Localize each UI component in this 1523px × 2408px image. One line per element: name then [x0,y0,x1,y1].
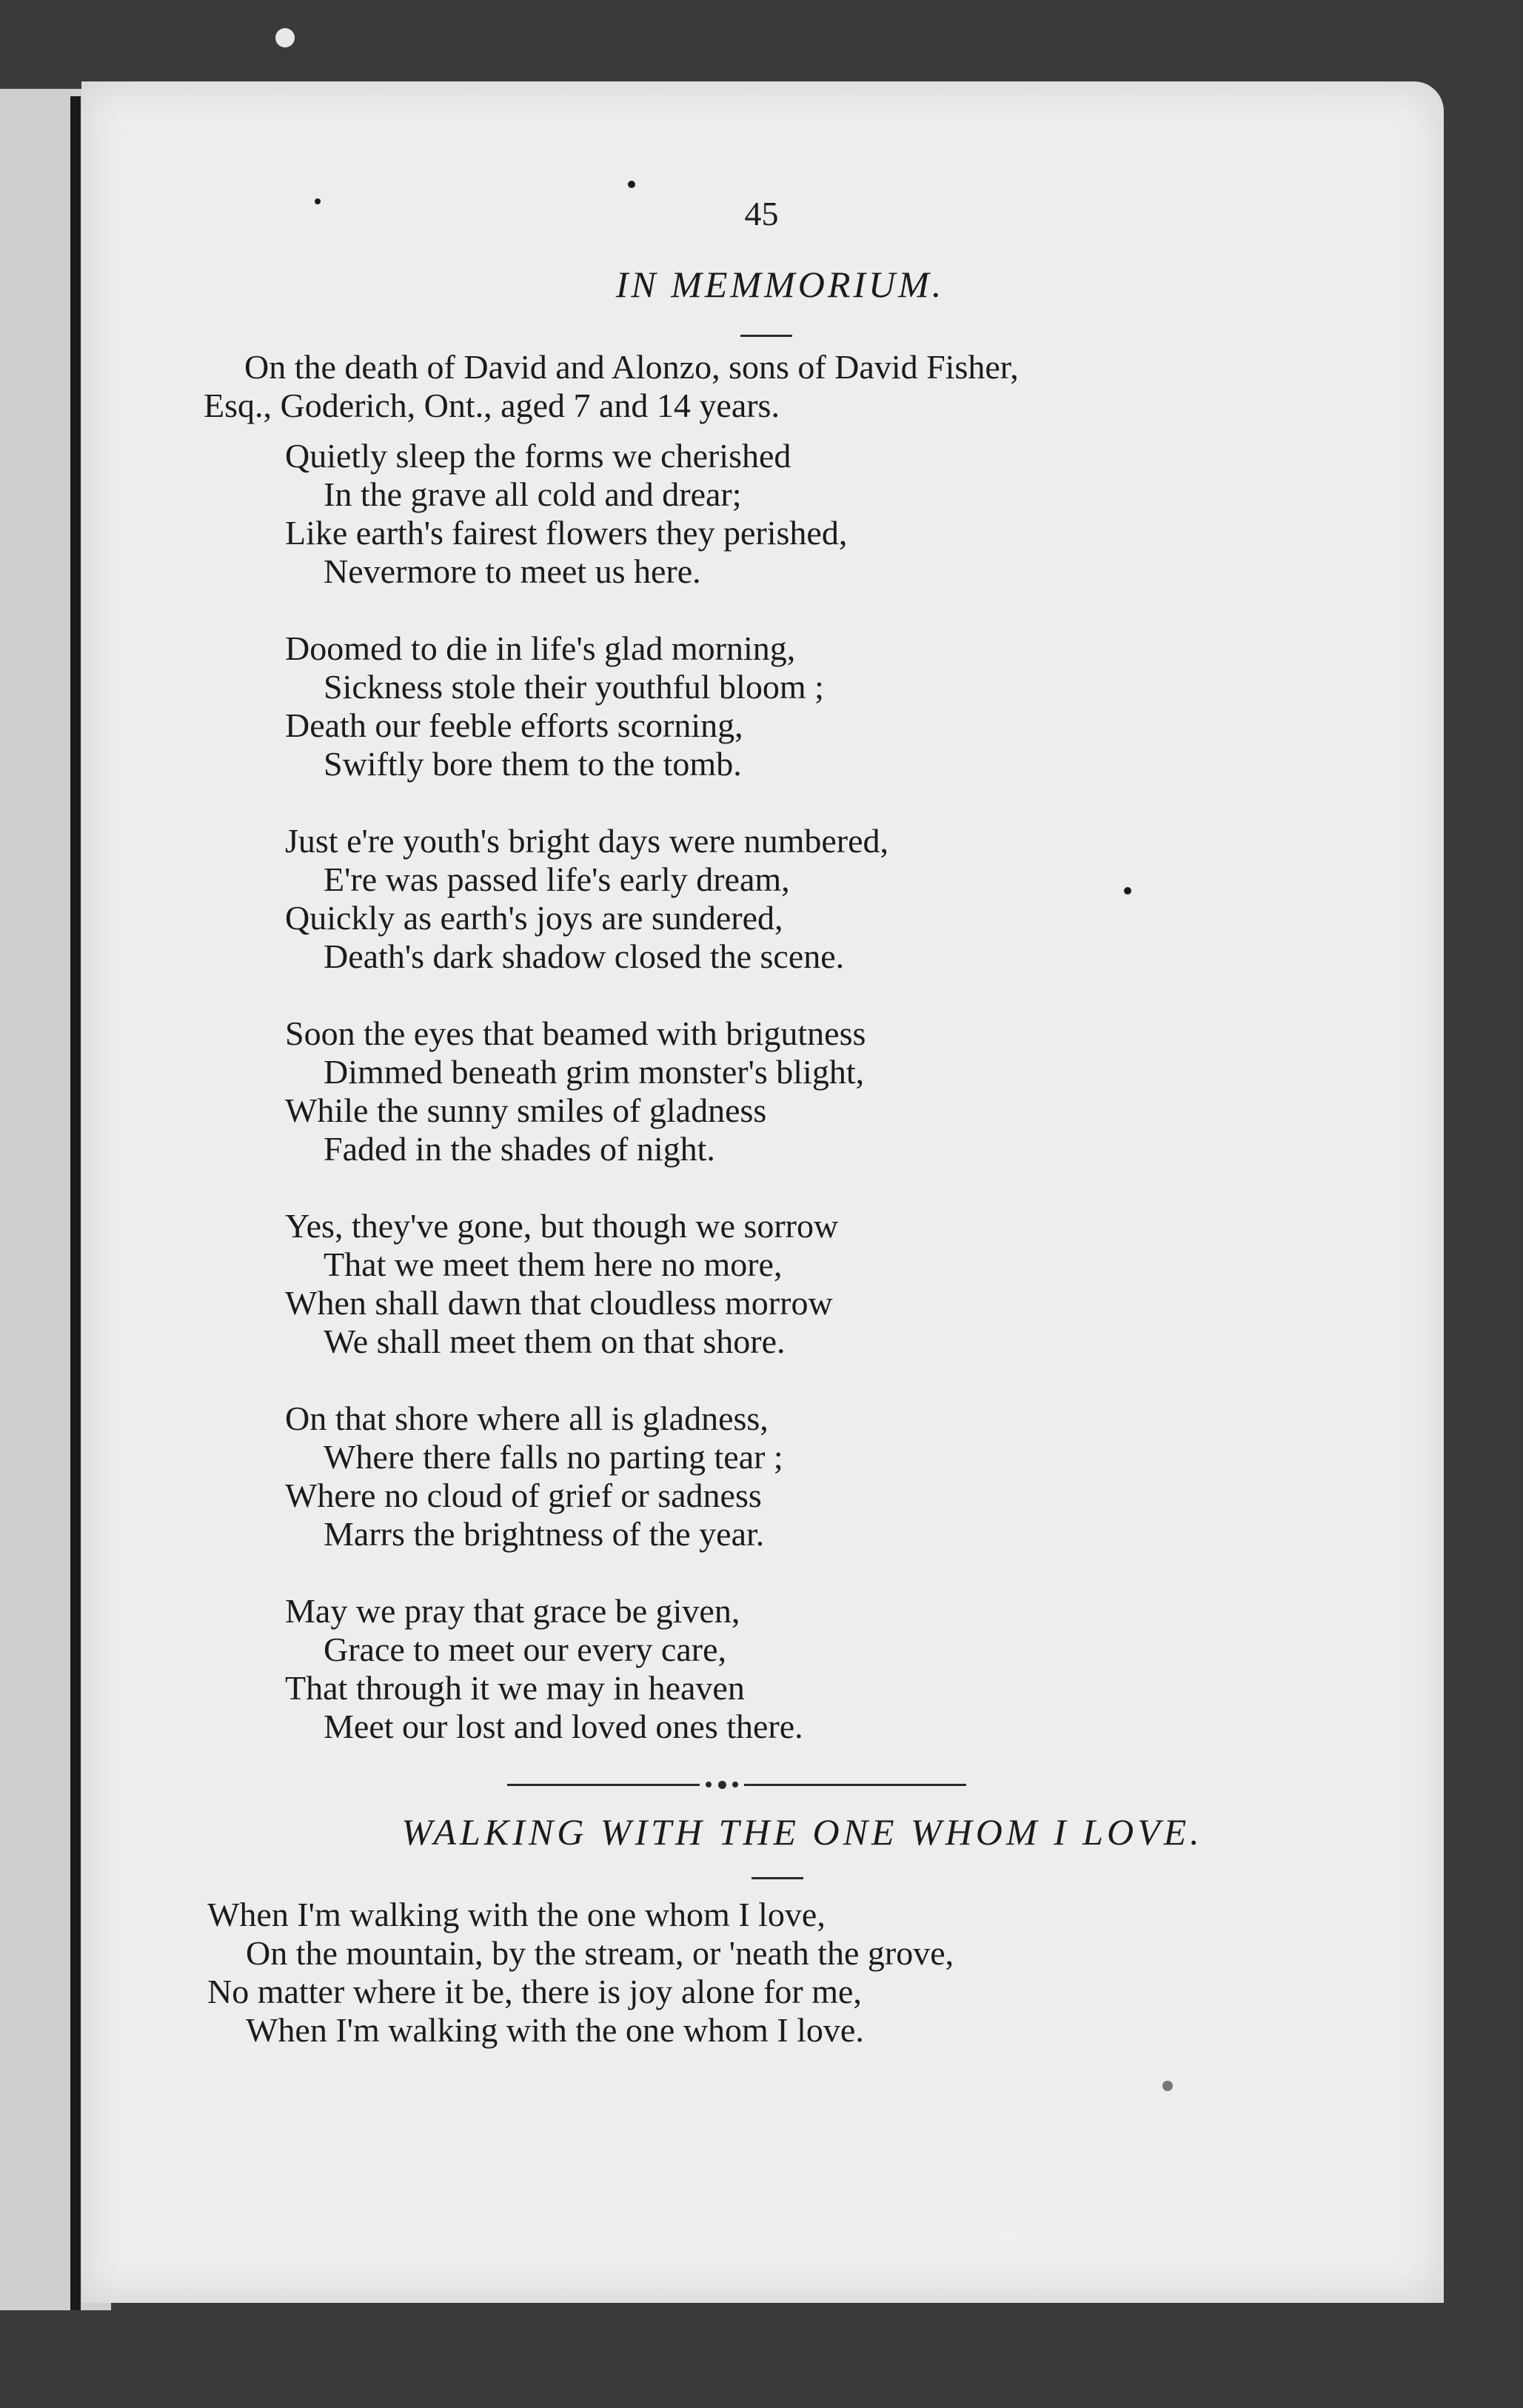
verse-line: In the grave all cold and drear; [324,475,742,513]
stanza [285,822,888,976]
page-number: 45 [744,195,779,233]
stanza [285,437,888,591]
verse-line: That we meet them here no more, [324,1245,783,1283]
verse-line: While the sunny smiles of gladness [285,1091,767,1129]
verse-line: Doomed to die in life's glad morning, [285,629,796,667]
scan-speck [1124,887,1131,894]
separator-dot [732,1782,738,1787]
stanza [285,629,888,783]
stanza [285,1207,888,1361]
verse-line: Sickness stole their youthful bloom ; [324,668,824,706]
scan-speck [1162,2081,1173,2091]
scan-speck [315,198,321,204]
poem-dedication [204,348,1329,425]
separator-dot [718,1781,726,1789]
verse-line: Quietly sleep the forms we cherished [285,437,791,475]
verse-line: Like earth's fairest flowers they perished, [285,514,848,552]
verse-line: On the mountain, by the stream, or 'neath the grove, [246,1934,954,1972]
verse-line: Dimmed beneath grim monster's blight, [324,1053,865,1091]
separator-line [507,1784,700,1786]
verse-line: Death's dark shadow closed the scene. [324,937,845,975]
verse-line: That through it we may in heaven [285,1669,745,1707]
verse-line: When I'm walking with the one whom I love, [207,1896,826,1933]
verse-line: Yes, they've gone, but though we sorrow [285,1207,839,1245]
title-underline [740,335,792,337]
poem-walking [207,1896,954,2050]
stanza [285,1399,888,1554]
verse-line: Nevermore to meet us here. [324,552,701,590]
verse-line: Just e're youth's bright days were numbered, [285,822,888,860]
verse-line: No matter where it be, there is joy alone for me, [207,1973,862,2010]
verse-line: We shall meet them on that shore. [324,1322,786,1360]
verse-line: Death our feeble efforts scorning, [285,706,743,744]
verse-line: Marrs the brightness of the year. [324,1515,765,1553]
verse-line: When shall dawn that cloudless morrow [285,1284,833,1322]
verse-line: E're was passed life's early dream, [324,860,790,898]
verse-line: On that shore where all is gladness, [285,1399,769,1437]
verse-line: Where no cloud of grief or sadness [285,1476,762,1514]
verse-line: Meet our lost and loved ones there. [324,1708,803,1745]
separator-dot [706,1782,712,1787]
poem-title-walking: WALKING WITH THE ONE WHOM I LOVE. [401,1811,1203,1853]
verse-line: Soon the eyes that beamed with brigutness [285,1014,866,1052]
dedication-line: Esq., Goderich, Ont., aged 7 and 14 years. [204,387,780,424]
verse-line: Where there falls no parting tear ; [324,1438,783,1476]
verse-line: Swiftly bore them to the tomb. [324,745,742,783]
verse-line: Faded in the shades of night. [324,1130,715,1168]
scan-speck [275,28,295,47]
stanza [285,1014,888,1168]
poem-in-memorium [285,437,888,1785]
book-gutter [70,96,81,2310]
verse-line: When I'm walking with the one whom I love. [246,2011,864,2049]
title-underline [752,1877,803,1879]
verse-line: May we pray that grace be given, [285,1592,740,1630]
stanza [285,1592,888,1746]
poem-title-in-memorium: IN MEMMORIUM. [615,264,945,305]
scan-speck [1000,2225,1016,2247]
scan-speck [628,181,635,188]
dedication-line: On the death of David and Alonzo, sons of David Fisher, [244,348,1019,386]
ornamental-separator [507,1777,966,1792]
verse-line: Grace to meet our every care, [324,1631,727,1668]
verse-line: Quickly as earth's joys are sundered, [285,899,783,937]
separator-line [744,1784,966,1786]
